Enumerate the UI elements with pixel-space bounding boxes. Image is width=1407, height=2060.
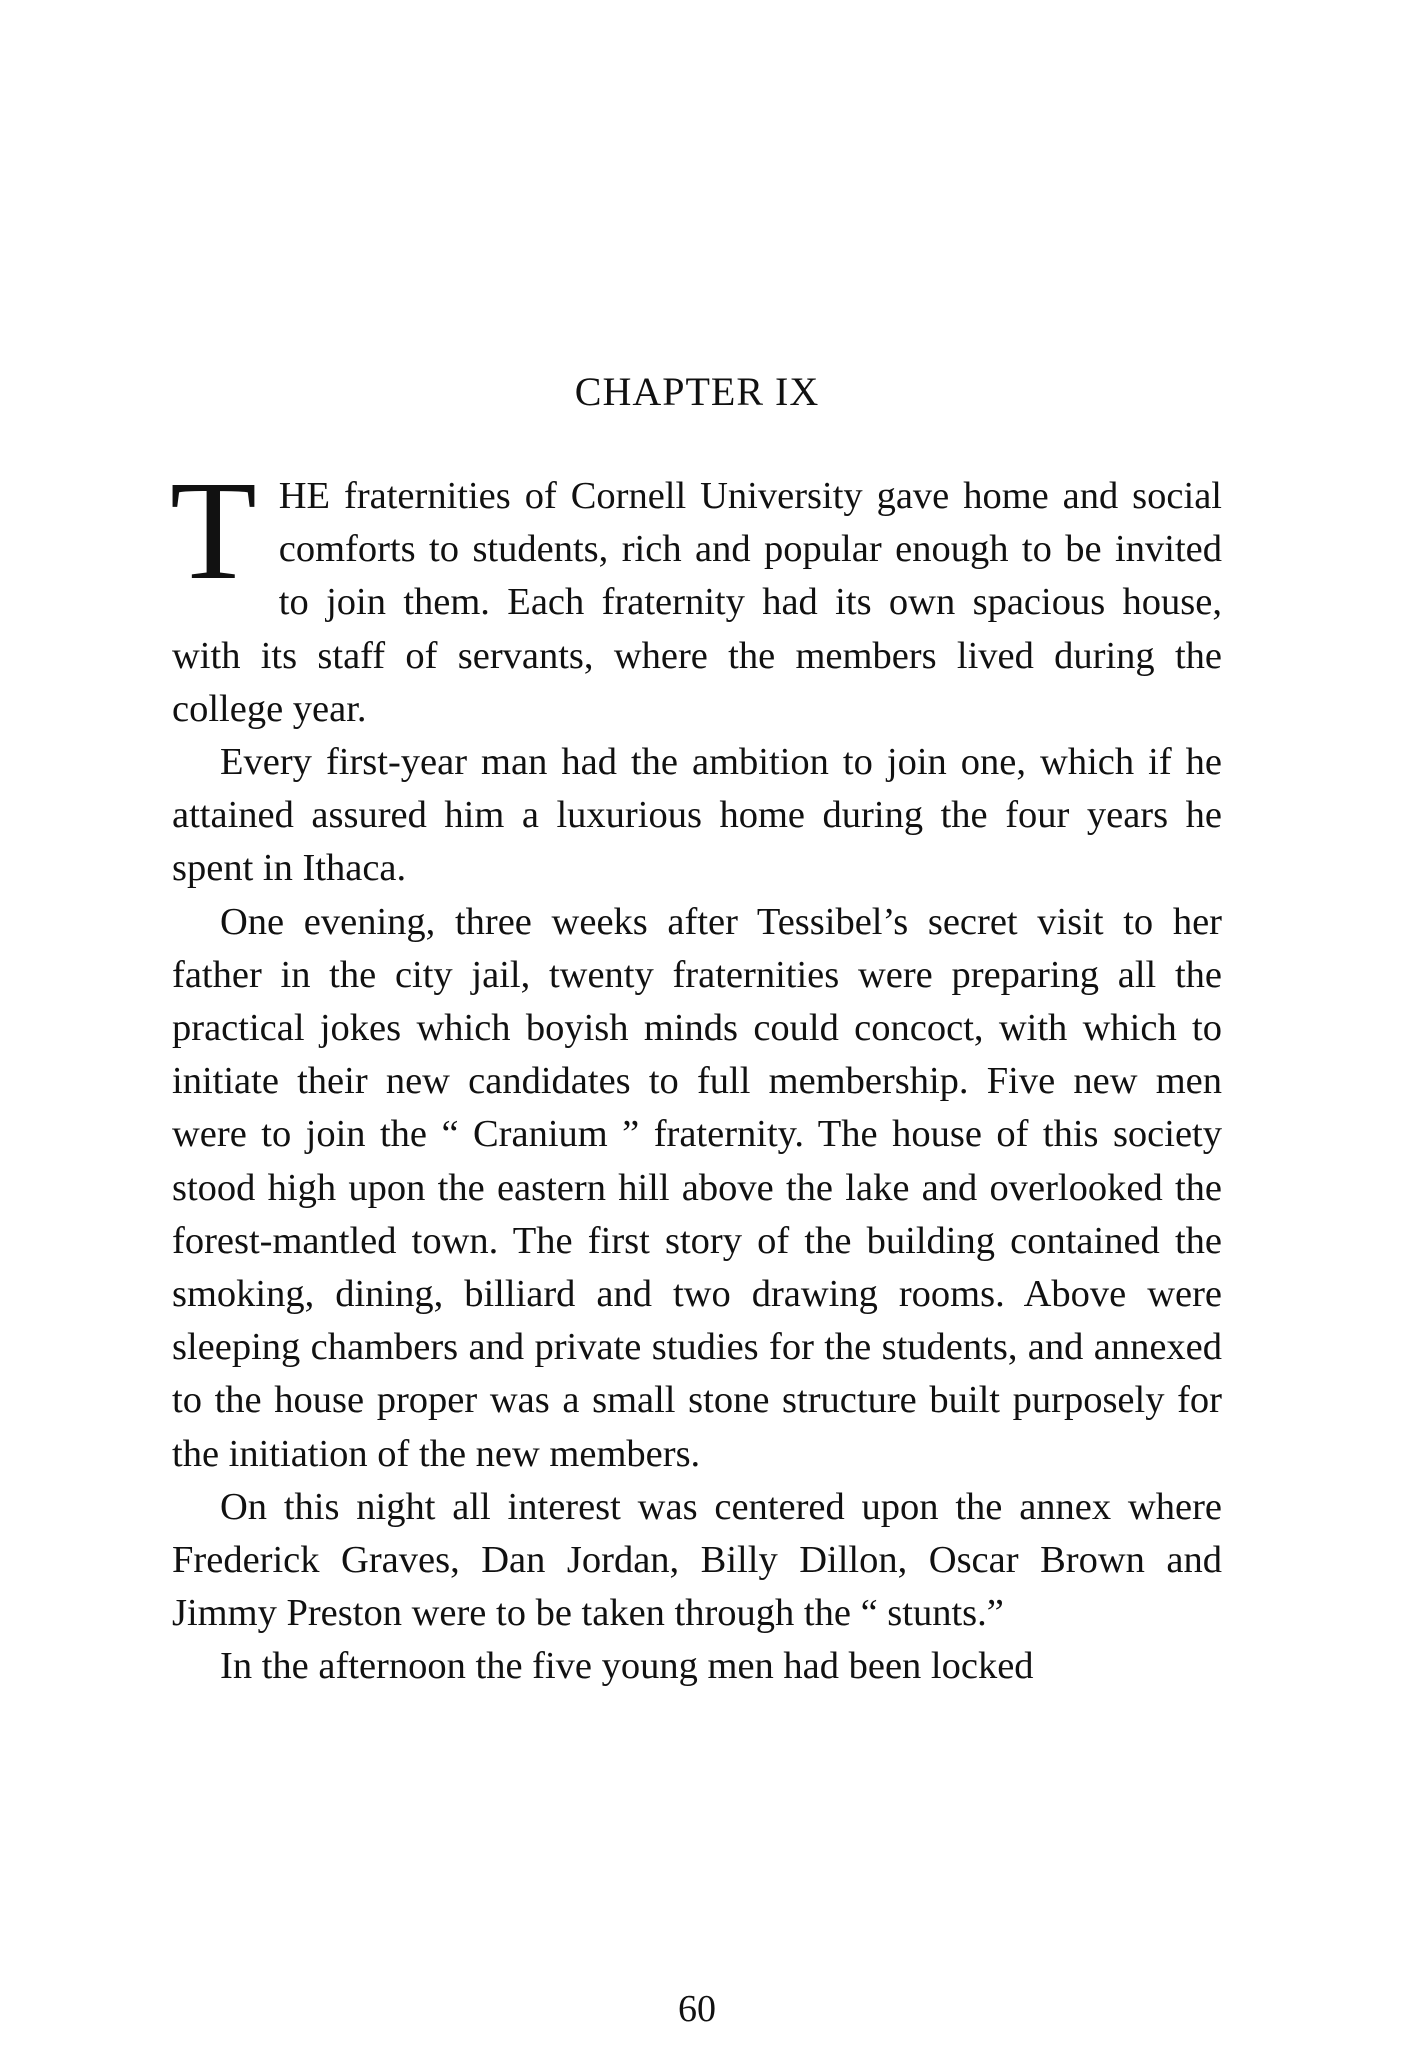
chapter-heading: CHAPTER IX [574,369,820,414]
book-page [172,0,1222,2060]
page-number: 60 [678,1988,716,2030]
paragraph-5: In the afternoon the five young men had been locked [220,1645,1034,1688]
paragraph-1 [170,451,1222,736]
chapter-body [170,451,1222,1694]
drop-cap-letter: T [170,451,257,609]
paragraph-1-text: HE fraternities of Cornell University gave home and social comforts to students, rich and popular enough to be invited to join them. Each fraternity had its own spacious house, with its staff of servants, where the members lived during the college year. [172,475,1222,730]
paragraph-2: Every first-year man had the ambition to join one, which if he attained assured him a luxurious home during the four years he spent in Ithaca. [172,741,1222,890]
paragraph-4: On this night all interest was centered upon the annex where Frederick Graves, Dan Jordan, Billy Dillon, Oscar Brown and Jimmy Preston were to be taken through the “ stunts.” [172,1485,1222,1635]
paragraph-3: One evening, three weeks after Tessibel’s secret visit to her father in the city jail, twenty fraternities were preparing all the practical jokes which boyish minds could concoct, with which to initiate their new candidates to full membership. Five new men were to join the “ Cranium ” fraternity. The house of this society stood high upon the eastern hill above the lake and overlooked the forest-mantled town. The first story of the building contained the smoking, dining, billiard and two drawing rooms. Above were sleeping chambers and private studies for the students, and annexed to the house proper was a small stone structure built purposely for the initiation of the new members. [172,900,1222,1475]
